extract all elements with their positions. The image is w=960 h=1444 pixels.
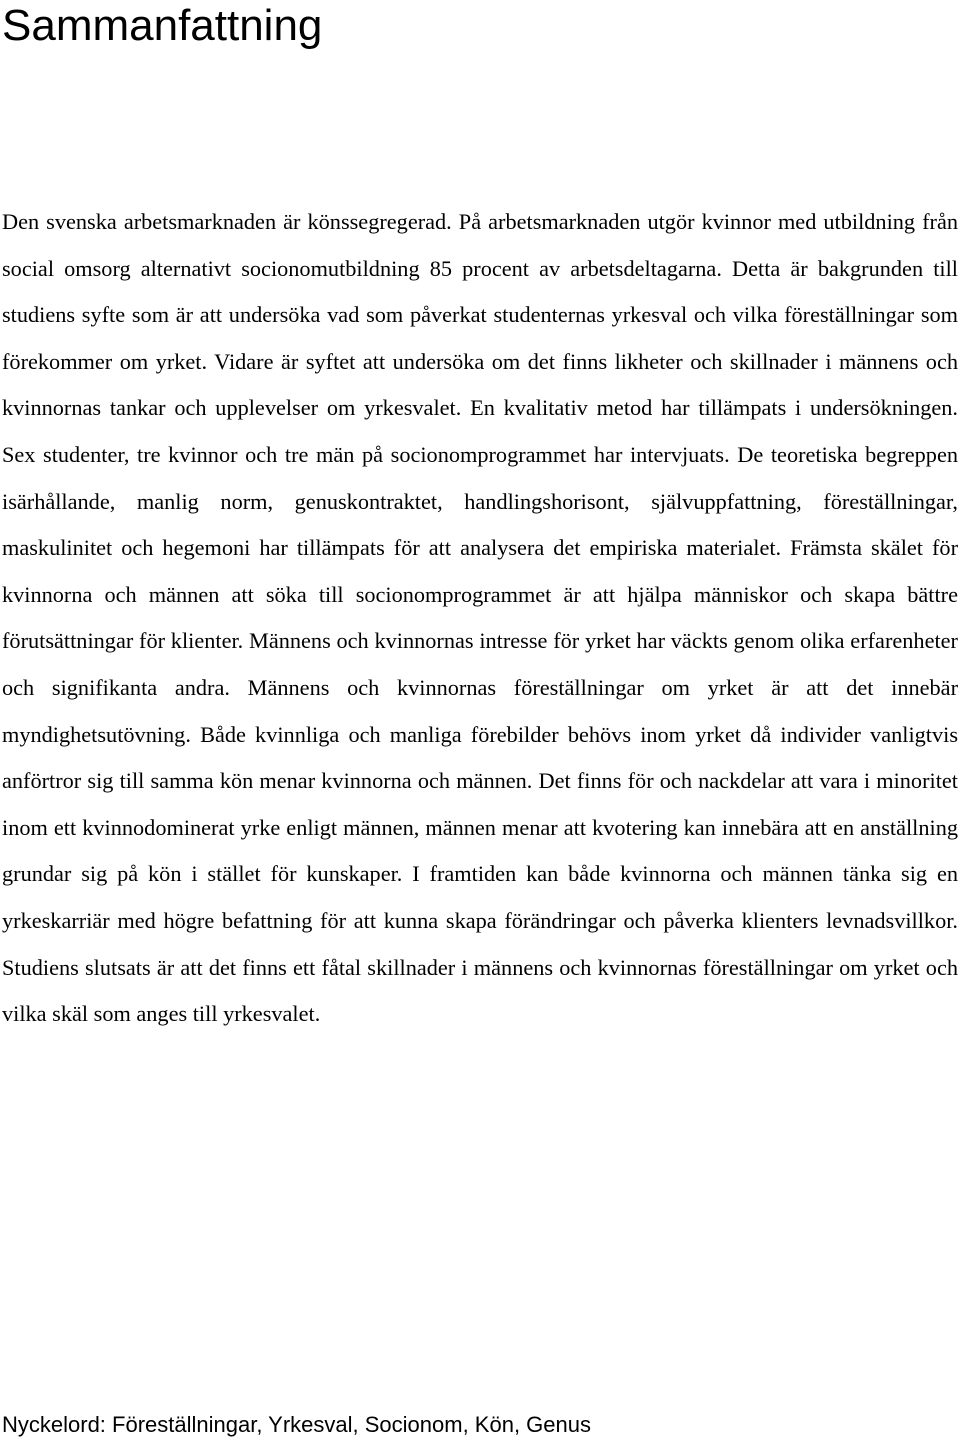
page-title: Sammanfattning (2, 1, 323, 50)
keywords-line: Nyckelord: Föreställningar, Yrkesval, Socionom, Kön, Genus (2, 1412, 591, 1437)
abstract-paragraph: Den svenska arbetsmarknaden är könssegregerad. På arbetsmarknaden utgör kvinnor med utbildning från social omsorg alternativt socionomutbildning 85 procent av arbetsdeltagarna. Detta är bakgrunden till studiens syfte som är att undersöka vad som påverkat studenternas yrkesval och vilka föreställningar som förekommer om yrket. Vidare är syftet att undersöka om det finns likheter och skillnader i männens och kvinnornas tankar och upplevelser om yrkesvalet. En kvalitativ metod har tillämpats i undersökningen. Sex studenter, tre kvinnor och tre män på socionomprogrammet har intervjuats. De teoretiska begreppen isärhållande, manlig norm, genuskontraktet, handlingshorisont, självuppfattning, föreställningar, maskulinitet och hegemoni har tillämpats för att analysera det empiriska materialet. Främsta skälet för kvinnorna och männen att söka till socionomprogrammet är att hjälpa människor och skapa bättre förutsättningar för klienter. Männens och kvinnornas intresse för yrket har väckts genom olika erfarenheter och signifikanta andra. Männens och kvinnornas föreställningar om yrket är att det innebär myndighetsutövning. Både kvinnliga och manliga förebilder behövs inom yrket då individer vanligtvis anförtror sig till samma kön menar kvinnorna och männen. Det finns för och nackdelar att vara i minoritet inom ett kvinnodominerat yrke enligt männen, männen menar att kvotering kan innebära att en anställning grundar sig på kön i stället för kunskaper. I framtiden kan både kvinnorna och männen tänka sig en yrkeskarriär med högre befattning för att kunna skapa förändringar och påverka klienters levnadsvillkor. Studiens slutsats är att det finns ett fåtal skillnader i männens och kvinnornas föreställningar om yrket och vilka skäl som anges till yrkesvalet. (2, 209, 958, 1027)
